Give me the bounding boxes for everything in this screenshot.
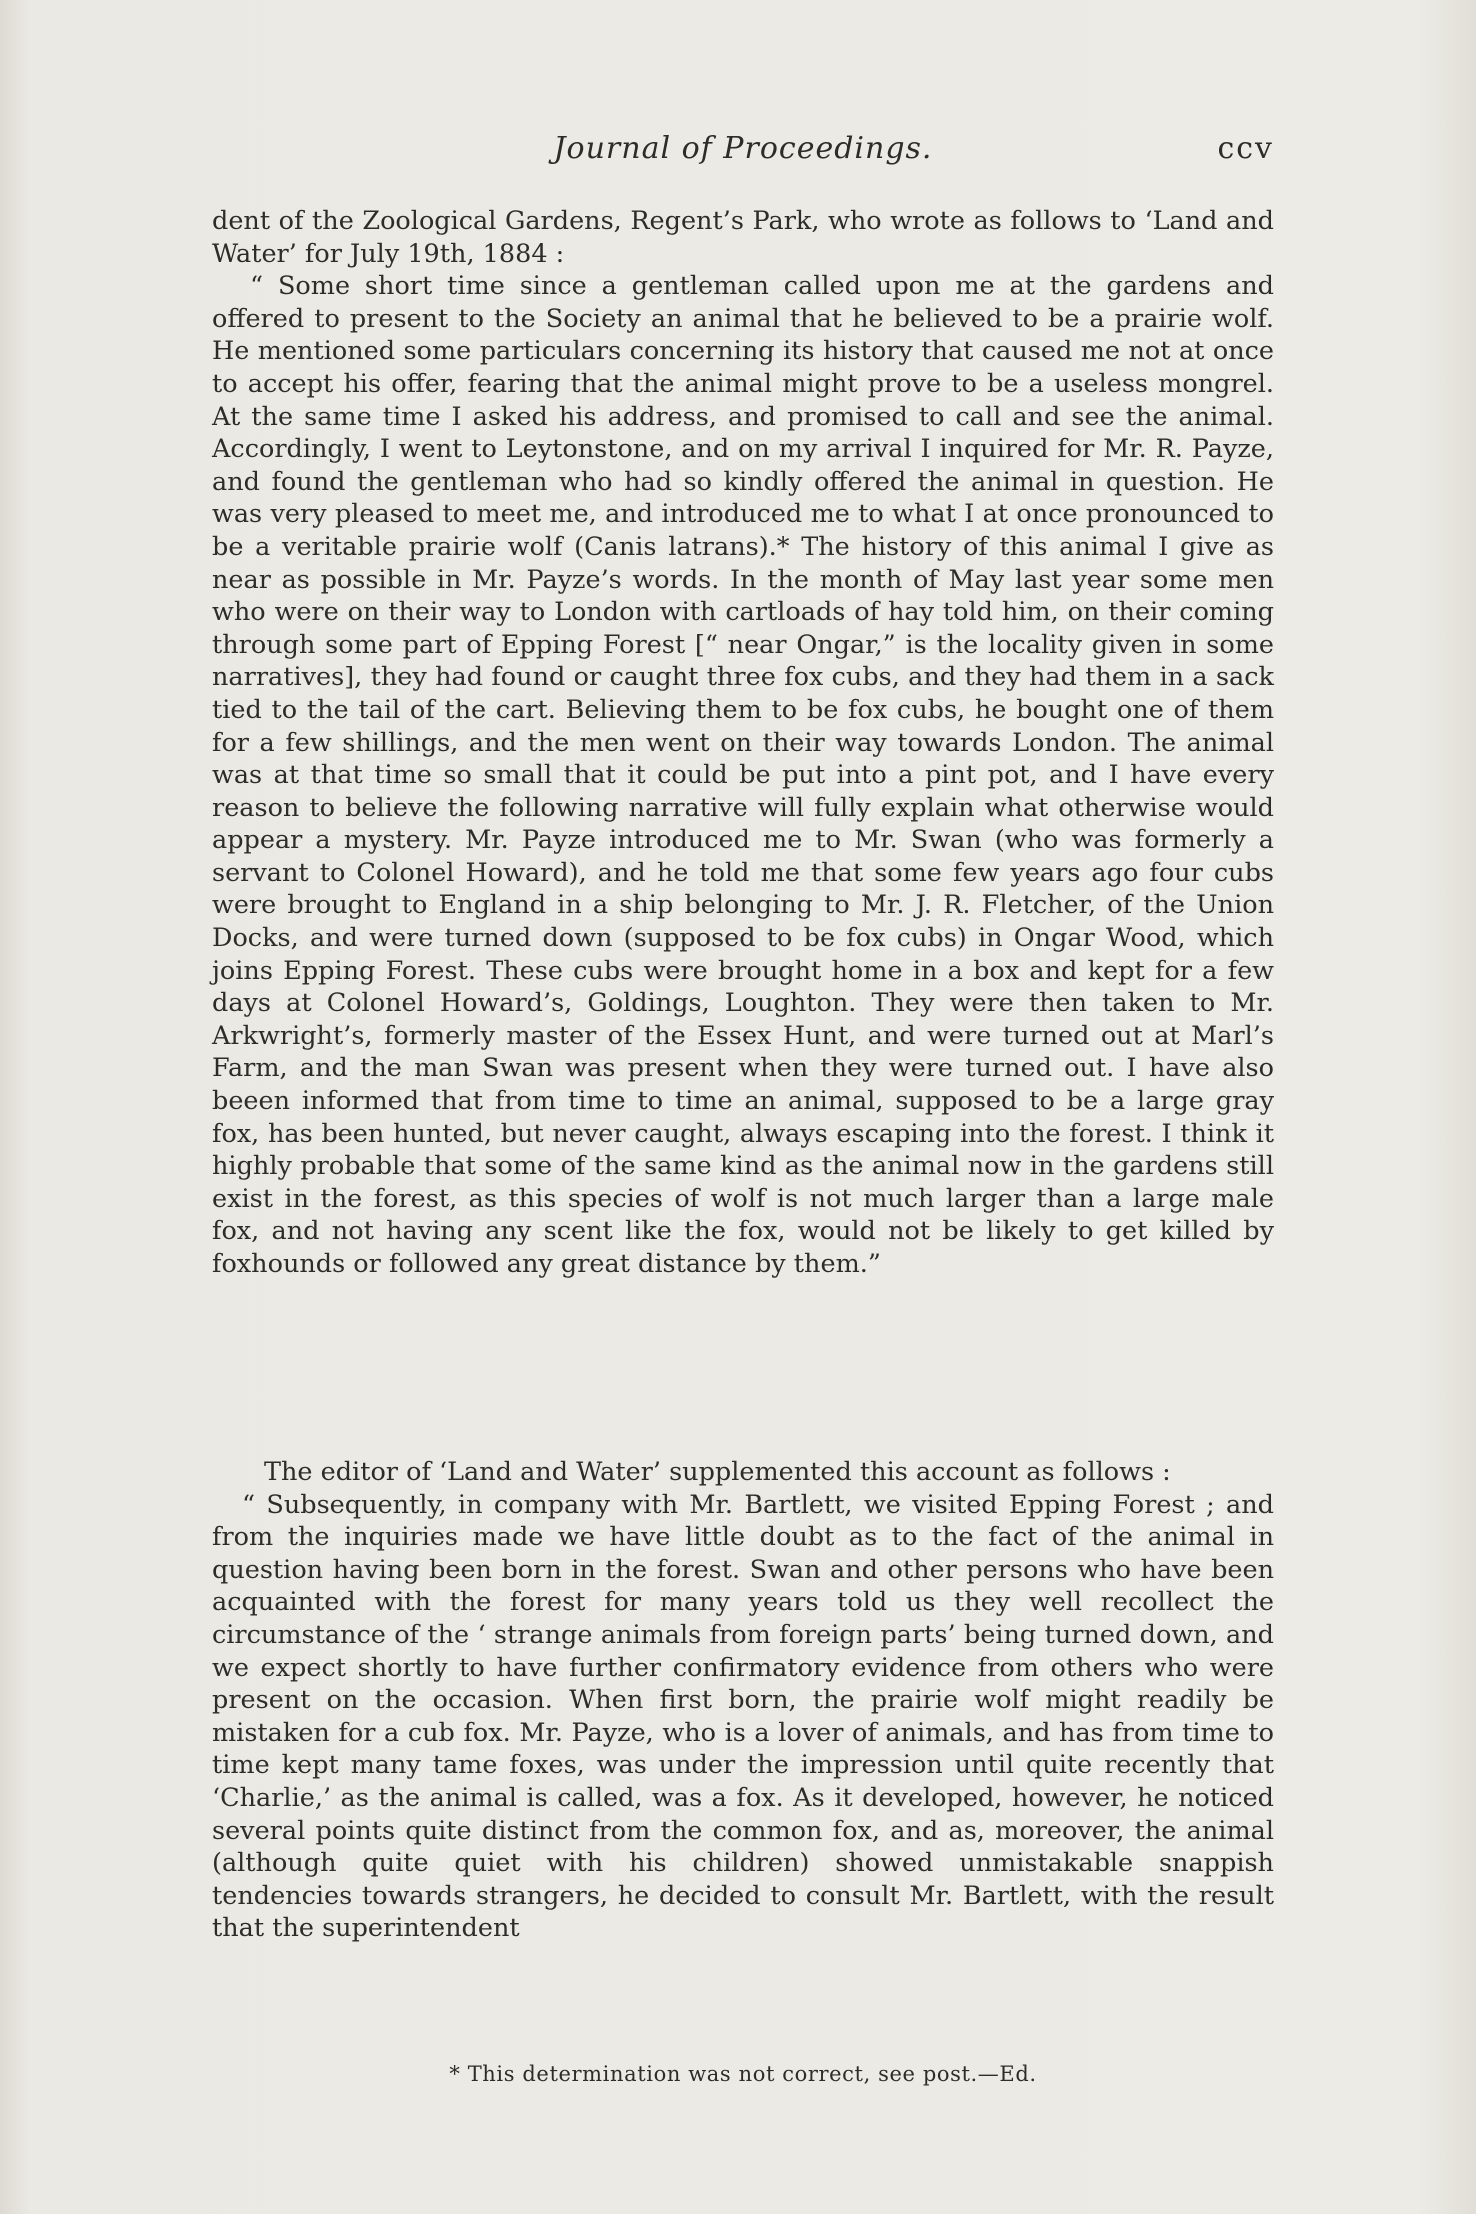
paragraph-editor-intro: The editor of ‘Land and Water’ supplemented this account as follows : [264,1457,1171,1487]
body-text-upper [212,205,1274,1281]
paragraph-bartlett-letter: “ Some short time since a gentleman called upon me at the gardens and offered to present to the Society an animal that he believed to be a prairie wolf. He mentioned some particulars concerning its history that caused me not at once to accept his offer, fearing that the animal might prove to be a useless mongrel. At the same time I asked his address, and promised to call and see the animal. Accordingly, I went to Leytonstone, and on my arrival I inquired for Mr. R. Payze, and found the gentleman who had so kindly offered the animal in question. He was very pleased to meet me, and introduced me to what I at once pronounced to be a veritable prairie wolf (Canis latrans).* The history of this animal I give as near as possible in Mr. Payze’s words. In the month of May last year some men who were on their way to London with cartloads of hay told him, on their coming through some part of Epping Forest [“ near Ongar,” is the locality given in some narratives], they had found or caught three fox cubs, and they had them in a sack tied to the tail of the cart. Believing them to be fox cubs, he bought one of them for a few shillings, and the men went on their way towards London. The animal was at that time so small that it could be put into a pint pot, and I have every reason to believe the following narrative will fully explain what otherwise would appear a mystery. Mr. Payze introduced me to Mr. Swan (who was formerly a servant to Colonel Howard), and he told me that some few years ago four cubs were brought to England in a ship belonging to Mr. J. R. Fletcher, of the Union Docks, and were turned down (supposed to be fox cubs) in Ongar Wood, which joins Epping Forest. These cubs were brought home in a box and kept for a few days at Colonel Howard’s, Goldings, Loughton. They were then taken to Mr. Arkwright’s, formerly master of the Essex Hunt, and were turned out at Marl’s Farm, and the man Swan was present when they were turned out. I have also beeen informed that from time to time an animal, supposed to be a large gray fox, has been hunted, but never caught, always escaping into the forest. I think it highly probable that some of the same kind as the animal now in the gardens still exist in the forest, as this species of wolf is not much larger than a large male fox, and not having any scent like the fox, would not be likely to get killed by foxhounds or followed any great distance by them.” [212,271,1274,1279]
page-number: ccv [1217,131,1274,166]
footnote: * This determination was not correct, see post.—Ed. [449,2062,1037,2086]
page-header [212,124,1274,174]
running-title: Journal of Proceedings. [553,131,933,166]
paragraph-editor-account: “ Subsequently, in company with Mr. Bartlett, we visited Epping Forest ; and from the inquiries made we have little doubt as to the fact of the animal in question having been born in the forest. Swan and other persons who have been acquainted with the forest for many years told us they well recollect the circumstance of the ‘ strange animals from foreign parts’ being turned down, and we expect shortly to have further confirmatory evidence from others who were present on the occasion. When first born, the prairie wolf might readily be mistaken for a cub fox. Mr. Payze, who is a lover of animals, and has from time to time kept many tame foxes, was under the impression until quite recently that ‘Charlie,’ as the animal is called, was a fox. As it developed, however, he noticed several points quite distinct from the common fox, and as, moreover, the animal (although quite quiet with his children) showed unmistakable snappish tendencies towards strangers, he decided to consult Mr. Bartlett, with the result that the superintendent [212,1489,1274,1944]
paragraph-continuation: dent of the Zoological Gardens, Regent’s Park, who wrote as follows to ‘Land and Water’ for July 19th, 1884 : [212,206,1274,269]
body-text-lower [212,1456,1274,1945]
